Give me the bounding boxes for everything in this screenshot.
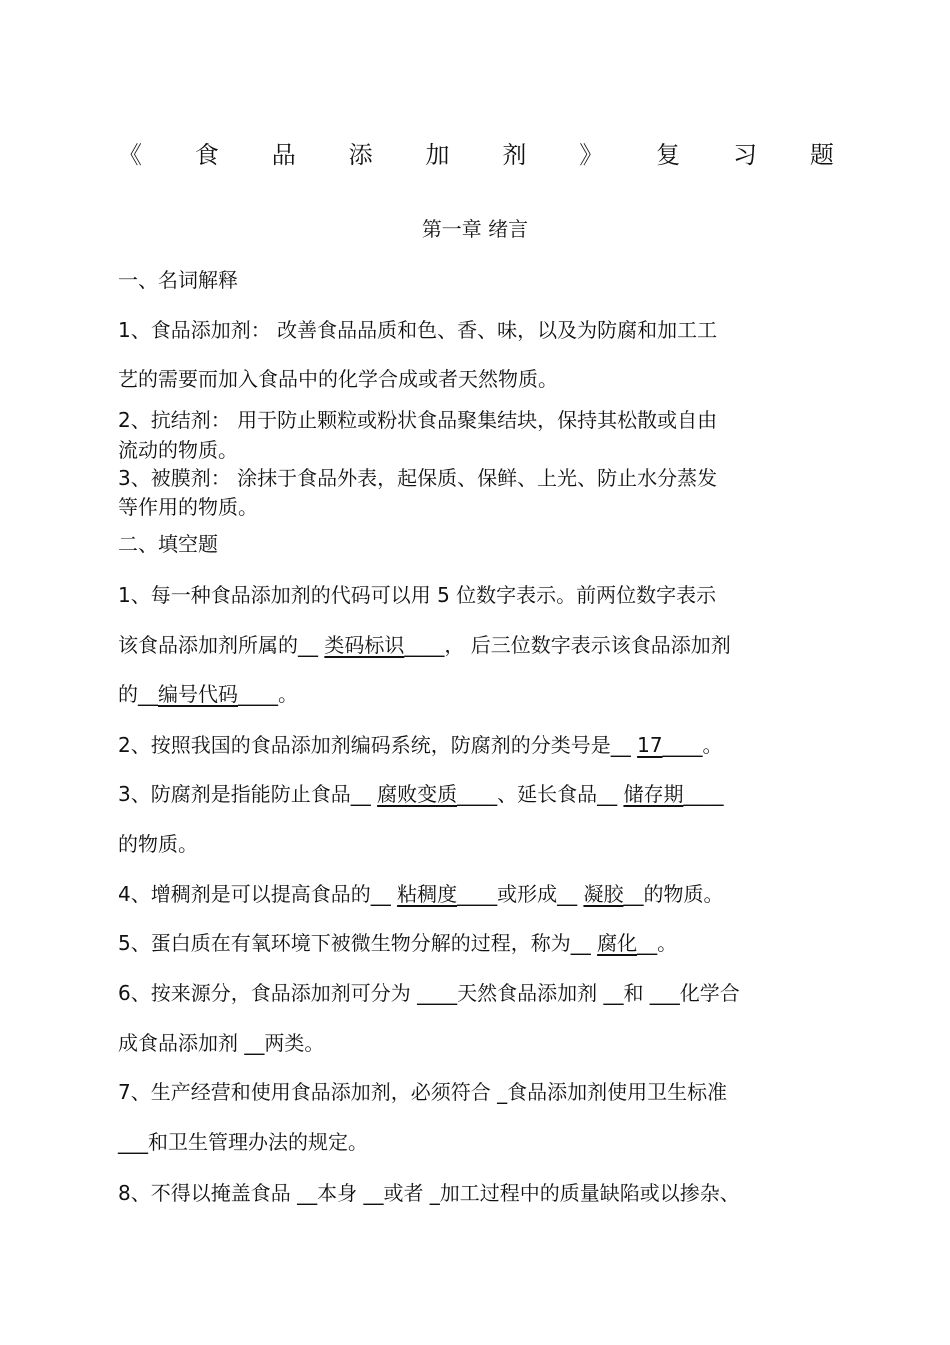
fill-text: 2、按照我国的食品添加剂编码系统，防腐剂的分类号是__	[118, 733, 638, 757]
fill-3-line-2: 的物质。	[118, 832, 198, 856]
fill-text: ____	[683, 782, 724, 806]
fill-6-line-1: 6、按来源分，食品添加剂可分为 ____天然食品添加剂 __和 ___化学合	[118, 981, 740, 1005]
fill-1-line-3	[118, 679, 838, 709]
fill-answer: 腐化	[597, 931, 638, 955]
fill-2-line-1	[118, 730, 838, 760]
fill-7-line-2: ___和卫生管理办法的规定。	[118, 1130, 368, 1154]
fill-text: 的__	[118, 682, 158, 706]
chapter-heading: 第一章 绪言	[421, 217, 529, 241]
fill-text: 4、增稠剂是可以提高食品的__	[118, 882, 398, 906]
fill-text: ____或形成__	[457, 882, 584, 906]
fill-text: ____， 后三位数字表示该食品添加剂	[404, 633, 731, 657]
fill-1-line-2	[118, 630, 838, 660]
definition-1-line-1: 1、食品添加剂： 改善食品品质和色、香、味，以及为防腐和加工工	[118, 318, 718, 342]
title-char: 复	[656, 141, 681, 169]
fill-answer: 粘稠度	[397, 882, 458, 906]
fill-text: ____、延长食品__	[457, 782, 624, 806]
fill-text: ____。	[238, 682, 298, 706]
fill-answer: 编号代码	[158, 682, 238, 706]
title-char: 》	[579, 141, 604, 169]
definition-3-line-1: 3、被膜剂： 涂抹于食品外表，起保质、保鲜、上光、防止水分蒸发	[118, 466, 718, 490]
title-char: 品	[271, 141, 296, 169]
definition-2-line-1: 2、抗结剂： 用于防止颗粒或粉状食品聚集结块，保持其松散或自由	[118, 408, 718, 432]
fill-1-line-1: 1、每一种食品添加剂的代码可以用 5 位数字表示。前两位数字表示	[118, 583, 717, 607]
title-char: 剂	[502, 141, 527, 169]
title-char: 习	[733, 141, 757, 169]
fill-text: __。	[637, 931, 678, 955]
fill-answer: 凝胶	[583, 882, 624, 906]
title-char: 添	[348, 141, 373, 169]
fill-answer: 储存期	[623, 782, 684, 806]
fill-7-line-1: 7、生产经营和使用食品添加剂，必须符合 _食品添加剂使用卫生标准	[118, 1080, 728, 1104]
definition-2-line-2: 流动的物质。	[118, 438, 238, 462]
fill-answer: 17	[637, 733, 663, 757]
title-char: 食	[194, 141, 219, 169]
fill-3-line-1	[118, 779, 838, 809]
document-title	[118, 138, 834, 172]
fill-answer: 类码标识	[324, 633, 405, 657]
definition-1-line-2: 艺的需要而加入食品中的化学合成或者天然物质。	[118, 367, 558, 391]
fill-text: ____。	[662, 733, 723, 757]
fill-4-line-1	[118, 879, 838, 909]
fill-8-line-1: 8、不得以掩盖食品 __本身 __或者 _加工过程中的质量缺陷或以掺杂、	[118, 1181, 740, 1205]
fill-text: 该食品添加剂所属的__	[118, 633, 325, 657]
fill-6-line-2: 成食品添加剂 __两类。	[118, 1031, 325, 1055]
title-char: 《	[118, 141, 142, 169]
fill-5-line-1	[118, 928, 838, 958]
section-heading-definitions: 一、名词解释	[118, 268, 238, 292]
title-char: 加	[425, 141, 450, 169]
fill-text: __的物质。	[623, 882, 724, 906]
title-char: 题	[809, 141, 834, 169]
definition-3-line-2: 等作用的物质。	[118, 495, 258, 519]
fill-answer: 腐败变质	[377, 782, 458, 806]
section-heading-fill-in: 二、填空题	[118, 532, 218, 556]
fill-text: 3、防腐剂是指能防止食品__	[118, 782, 378, 806]
fill-text: 5、蛋白质在有氧环境下被微生物分解的过程，称为__	[118, 931, 598, 955]
